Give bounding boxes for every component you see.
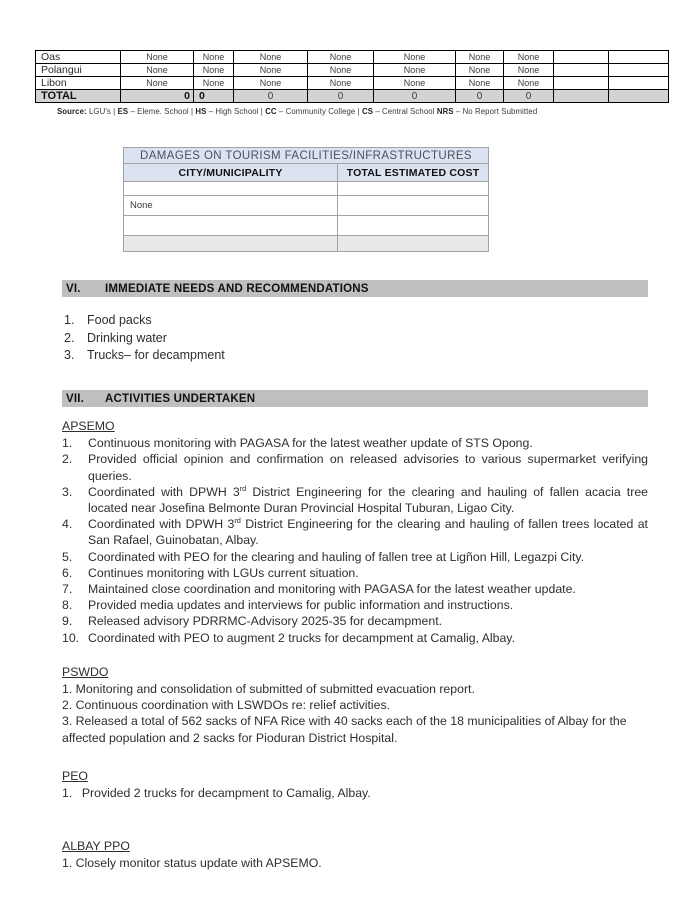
municipality-name-cell: Libon	[36, 77, 121, 90]
list-item	[64, 312, 624, 330]
value-cell	[609, 51, 669, 64]
list-item-number: 8.	[62, 598, 73, 613]
legend-text: – Central School	[373, 107, 437, 116]
table-row	[36, 51, 669, 64]
value-cell: None	[374, 51, 456, 64]
list-item-number: 4.	[62, 517, 73, 532]
legend-key: CS	[362, 107, 374, 116]
source-legend	[57, 107, 617, 116]
list-item-text: Continues monitoring with LGUs current situation.	[88, 565, 359, 580]
legend-text: – High School |	[206, 107, 266, 116]
list-item-number: 2.	[62, 452, 73, 467]
list-item-number: 5.	[62, 549, 73, 564]
list-item: 1. Closely monitor status update with APSEMO.	[62, 856, 322, 871]
value-cell	[554, 64, 609, 77]
total-value-cell	[554, 90, 609, 103]
table-row	[36, 77, 669, 90]
subsection-pswdo	[62, 664, 648, 746]
list-item-number: 2.	[64, 330, 75, 345]
tourism-table-title: DAMAGES ON TOURISM FACILITIES/INFRASTRUCTURES	[124, 148, 489, 164]
total-value-cell: 0	[121, 90, 194, 103]
table-row	[36, 64, 669, 77]
list-item-text: Food packs	[87, 313, 152, 327]
value-cell	[609, 64, 669, 77]
list-item-number: 9.	[62, 614, 73, 629]
table-cell	[124, 182, 338, 196]
legend-text: LGU's |	[86, 107, 118, 116]
list-item	[62, 516, 648, 548]
list-item-number: 10.	[62, 630, 80, 645]
table-cell	[124, 216, 338, 236]
value-cell: None	[234, 64, 308, 77]
section-vi-title: IMMEDIATE NEEDS AND RECOMMENDATIONS	[105, 282, 369, 295]
activities-undertaken	[62, 418, 648, 872]
list-item	[62, 613, 648, 629]
list-item-text: Provided official opinion and confirmation on released advisories to various supermarket verifying queries.	[88, 452, 648, 483]
subsection-albay-ppo	[62, 838, 648, 871]
section-vii-number: VII.	[66, 392, 85, 405]
list-item-text: Coordinated with PEO to augment 2 trucks for decampment at Camalig, Albay.	[88, 630, 515, 645]
total-label-cell: TOTAL	[36, 90, 121, 103]
subsection-heading: ALBAY PPO	[62, 839, 130, 854]
list-item	[64, 330, 624, 348]
immediate-needs-list	[64, 312, 624, 365]
list-item	[62, 549, 648, 565]
legend-text: – Community College |	[276, 107, 363, 116]
total-value-cell: 0	[308, 90, 374, 103]
list-item-number: 7.	[62, 582, 73, 597]
legend-key: HS	[195, 107, 207, 116]
list-item: 1. Monitoring and consolidation of submitted of submitted evacuation report.	[62, 682, 475, 697]
list-item-text: Coordinated with DPWH 3rd District Engineering for the clearing and hauling of fallen acacia tree located near Josefina Belmonte Duran Provincial Hospital Tuburan, Ligao City.	[88, 483, 648, 516]
legend-text: – Eleme. School |	[128, 107, 196, 116]
value-cell: None	[194, 64, 234, 77]
list-item-number: 1.	[64, 313, 75, 327]
section-vii-title: ACTIVITIES UNDERTAKEN	[105, 392, 256, 405]
list-item-text: Provided media updates and interviews for public information and instructions.	[88, 598, 514, 613]
legend-text: – No Report Submitted	[453, 107, 538, 116]
value-cell: None	[456, 51, 504, 64]
list-item-number: 3.	[64, 348, 75, 362]
municipality-name-cell: Polangui	[36, 64, 121, 77]
value-cell: None	[234, 77, 308, 90]
total-value-cell: 0	[504, 90, 554, 103]
subsection-heading: APSEMO	[62, 419, 115, 433]
value-cell: None	[374, 64, 456, 77]
value-cell: None	[308, 64, 374, 77]
total-value-cell	[609, 90, 669, 103]
list-item	[62, 451, 648, 483]
value-cell: None	[308, 51, 374, 64]
subsection-heading: PSWDO	[62, 664, 109, 679]
value-cell: None	[234, 51, 308, 64]
value-cell: None	[121, 64, 194, 77]
list-item: 1. Provided 2 trucks for decampment to Camalig, Albay.	[62, 786, 371, 801]
value-cell: None	[504, 64, 554, 77]
table-row	[124, 182, 489, 196]
subsection-apsemo	[62, 418, 648, 646]
value-cell: None	[504, 77, 554, 90]
value-cell: None	[194, 77, 234, 90]
list-item	[62, 597, 648, 613]
total-row	[36, 90, 669, 103]
column-header-city-municipality: CITY/MUNICIPALITY	[124, 164, 338, 182]
list-item	[62, 435, 648, 451]
value-cell: None	[121, 77, 194, 90]
list-item-text: Continuous monitoring with PAGASA for the latest weather update of STS Opong.	[88, 436, 533, 451]
total-value-cell: 0	[374, 90, 456, 103]
value-cell: None	[504, 51, 554, 64]
table-cell	[338, 216, 489, 236]
legend-key: Source:	[57, 107, 87, 116]
value-cell: None	[194, 51, 234, 64]
list-item-text: Maintained close coordination and monitoring with PAGASA for the latest weather update.	[88, 582, 576, 597]
table-cell	[338, 236, 489, 252]
list-item-text: Coordinated with PEO for the clearing and hauling of fallen tree at Ligñon Hill, Legazpi City.	[88, 549, 585, 564]
table-row	[124, 196, 489, 216]
value-cell: None	[374, 77, 456, 90]
table-row	[124, 236, 489, 252]
table-cell	[124, 236, 338, 252]
total-value-cell: 0	[234, 90, 308, 103]
list-item: 3. Released a total of 562 sacks of NFA Rice with 40 sacks each of the 18 municipalities of Albay for the affected population and 2 sacks for Pioduran District Hospital.	[62, 714, 627, 745]
legend-key: ES	[117, 107, 129, 116]
list-item	[62, 581, 648, 597]
section-vi-number: VI.	[66, 282, 81, 295]
list-item-text: Coordinated with DPWH 3rd District Engineering for the clearing and hauling of fallen trees located at San Rafael, Guinobatan, Albay.	[88, 516, 648, 548]
table-cell: None	[124, 196, 338, 216]
subsection-heading: PEO	[62, 768, 88, 783]
table-cell	[338, 196, 489, 216]
value-cell	[554, 51, 609, 64]
legend-key: NRS	[436, 107, 454, 116]
list-item-number: 6.	[62, 565, 73, 580]
school-damage-table	[35, 50, 669, 103]
list-item	[64, 347, 624, 365]
column-header-total-estimated-cost: TOTAL ESTIMATED COST	[338, 164, 489, 182]
list-item	[62, 484, 648, 516]
total-value-cell: 0	[194, 90, 234, 103]
list-item	[62, 565, 648, 581]
section-vii-heading	[62, 390, 648, 407]
table-cell	[338, 182, 489, 196]
municipality-name-cell: Oas	[36, 51, 121, 64]
total-value-cell: 0	[456, 90, 504, 103]
value-cell: None	[121, 51, 194, 64]
table-title-row	[124, 148, 489, 164]
list-item-number: 3.	[62, 484, 73, 499]
table-header-row	[124, 164, 489, 182]
list-item-text: Drinking water	[87, 330, 167, 345]
list-item-number: 1.	[62, 436, 73, 451]
subsection-peo	[62, 768, 648, 801]
list-item-text: Released advisory PDRRMC-Advisory 2025-35 for decampment.	[88, 614, 443, 629]
value-cell: None	[456, 64, 504, 77]
value-cell	[609, 77, 669, 90]
value-cell: None	[456, 77, 504, 90]
value-cell: None	[308, 77, 374, 90]
list-item-text: Trucks– for decampment	[87, 348, 225, 362]
table-row	[124, 216, 489, 236]
list-item: 2. Continuous coordination with LSWDOs re: relief activities.	[62, 698, 391, 713]
tourism-damages-table	[123, 147, 489, 252]
legend-key: CC	[265, 107, 277, 116]
value-cell	[554, 77, 609, 90]
section-vi-heading	[62, 280, 648, 297]
list-item	[62, 630, 648, 646]
